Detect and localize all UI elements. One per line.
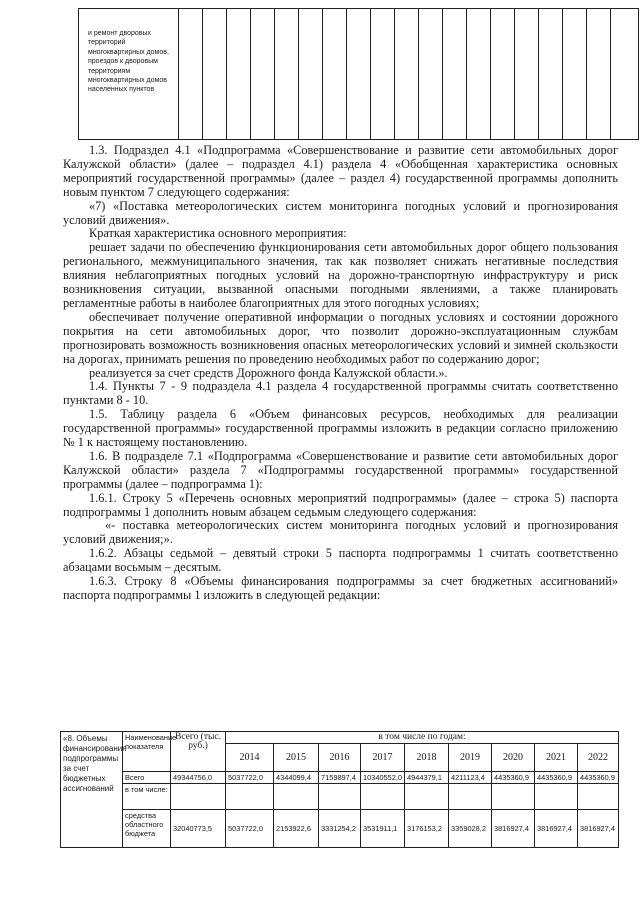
paragraph-funding-source: реализуется за счет средств Дорожного фонда Калужской области.». bbox=[89, 365, 448, 380]
table-row bbox=[61, 772, 619, 784]
table-cell bbox=[323, 9, 347, 140]
table-cell bbox=[179, 9, 203, 140]
year-header: 2018 bbox=[405, 744, 449, 772]
table-cell bbox=[467, 9, 491, 140]
paragraph-1-6-2: 1.6.2. Абзацы седьмой – девятый строки 5 паспорта подпрограммы 1 считать соответственно абзацами восьмым – десятым. bbox=[63, 546, 618, 575]
cell-value: 4344099,4 bbox=[274, 772, 319, 784]
cell-total: 32040773,5 bbox=[171, 810, 226, 848]
cell-value bbox=[319, 784, 361, 810]
cell-value: 3359028,2 bbox=[449, 810, 492, 848]
cell-value: 3816927,4 bbox=[578, 810, 619, 848]
row-name-regional-budget: средства областного бюджета bbox=[123, 810, 171, 848]
cell-value bbox=[578, 784, 619, 810]
cell-value bbox=[226, 784, 274, 810]
document-body bbox=[63, 144, 618, 603]
cell-value bbox=[405, 784, 449, 810]
table-cell bbox=[443, 9, 467, 140]
cell-total bbox=[171, 784, 226, 810]
paragraph-item-7: «7) «Поставка метеорологических систем мониторинга погодных условий и прогнозирования условий движения». bbox=[63, 198, 618, 227]
cell-value bbox=[361, 784, 405, 810]
paragraph-provides-info: обеспечивает получение оперативной информации о погодных условиях и состоянии дорожного покрытия на сети автомобильных дорог, что позволит дорожно-эксплуатационным службам прогнозировать возможность возникновения опасных метеорологических условий и зимней скользкости на дорогах, принимать решения по проведению необходимых работ по содержанию дорог; bbox=[63, 309, 618, 366]
cell-value: 4435360,9 bbox=[535, 772, 578, 784]
cell-value: 3816927,4 bbox=[492, 810, 535, 848]
cell-value: 7159897,4 bbox=[319, 772, 361, 784]
cell-value: 4944379,1 bbox=[405, 772, 449, 784]
table-cell bbox=[371, 9, 395, 140]
year-header: 2015 bbox=[274, 744, 319, 772]
table-cell bbox=[611, 9, 639, 140]
cell-value: 3816927,4 bbox=[535, 810, 578, 848]
table-cell bbox=[515, 9, 539, 140]
table-row bbox=[61, 784, 619, 810]
cell-value bbox=[274, 784, 319, 810]
column-header-total: Всего (тыс. руб.) bbox=[171, 732, 226, 772]
financing-table bbox=[60, 731, 619, 848]
column-header-years-group: в том числе по годам: bbox=[226, 732, 619, 744]
table-cell bbox=[227, 9, 251, 140]
paragraph-1-4: 1.4. Пункты 7 - 9 подраздела 4.1 раздела 4 государственной программы считать соответственно пунктами 8 - 10. bbox=[63, 379, 618, 408]
cell-value: 4435360,9 bbox=[578, 772, 619, 784]
table-cell bbox=[251, 9, 275, 140]
row-label: «8. Объемы финансирования подпрограммы за счет бюджетных ассигнований bbox=[61, 732, 123, 848]
table-cell-activity: и ремонт дворовых территорий многоквартирных домов, проездов к дворовым территориям многоквартирных домов населенных пунктов bbox=[79, 9, 179, 140]
paragraph-1-6: 1.6. В подразделе 7.1 «Подпрограмма «Совершенствование и развитие сети автомобильных дорог Калужской области» раздела 7 «Подпрограммы государственной программы» государственной программы (далее – подпрограмма 1): bbox=[63, 448, 618, 491]
column-header-name: Наименование показателя bbox=[123, 732, 171, 772]
table-cell bbox=[299, 9, 323, 140]
table-header-row bbox=[61, 732, 619, 744]
cell-total: 49344756,0 bbox=[171, 772, 226, 784]
cell-value: 2153922,6 bbox=[274, 810, 319, 848]
paragraph-solves-tasks: решает задачи по обеспечению функционирования сети автомобильных дорог общего пользования регионального, межмуниципального значения, так как позволяет снижать негативные последствия влияния неблагоприятных погодных условий на дорожно-транспортную инфраструктуру и риск возникновения ситуации, вызванной опасными погодными явлениями, а также планировать регламентные работы в наиболее благоприятных для этого погодных условиях; bbox=[63, 240, 618, 310]
cell-value: 5037722,0 bbox=[226, 772, 274, 784]
table-cell bbox=[539, 9, 563, 140]
paragraph-1-6-3: 1.6.3. Строку 8 «Объемы финансирования подпрограммы за счет бюджетных ассигнований» паспорта подпрограммы 1 изложить в следующей редакции: bbox=[63, 574, 618, 602]
year-header: 2017 bbox=[361, 744, 405, 772]
year-header: 2019 bbox=[449, 744, 492, 772]
cell-value bbox=[535, 784, 578, 810]
paragraph-new-abzac: «- поставка метеорологических систем мониторинга погодных условий и прогнозирования условий движения;». bbox=[63, 518, 618, 547]
cell-value: 3531911,1 bbox=[361, 810, 405, 848]
cell-value: 4435360,9 bbox=[492, 772, 535, 784]
paragraph-1-3: 1.3. Подраздел 4.1 «Подпрограмма «Совершенствование и развитие сети автомобильных дорог Калужской области» (далее – подраздел 4.1) раздела 4 «Обобщенная характеристика основных мероприятий государственной программы» (далее – раздел 4) государственной программы дополнить новым пунктом 7 следующего содержания: bbox=[63, 143, 618, 199]
year-header: 2016 bbox=[319, 744, 361, 772]
table-cell bbox=[203, 9, 227, 140]
cell-value bbox=[449, 784, 492, 810]
paragraph-1-6-1: 1.6.1. Строку 5 «Перечень основных мероприятий подпрограммы» (далее – строка 5) паспорта подпрограммы 1 дополнить новым абзацем седьмым следующего содержания: bbox=[63, 490, 618, 519]
table-cell bbox=[563, 9, 587, 140]
table-row bbox=[61, 810, 619, 848]
table-cell bbox=[491, 9, 515, 140]
year-header: 2020 bbox=[492, 744, 535, 772]
table-cell bbox=[395, 9, 419, 140]
paragraph-characteristics-heading: Краткая характеристика основного мероприятия: bbox=[89, 226, 347, 241]
year-header: 2022 bbox=[578, 744, 619, 772]
year-header: 2014 bbox=[226, 744, 274, 772]
row-name-total: Всего bbox=[123, 772, 171, 784]
table-row bbox=[79, 9, 639, 140]
year-header: 2021 bbox=[535, 744, 578, 772]
row-name-including: в том числе: bbox=[123, 784, 171, 810]
cell-value: 3176153,2 bbox=[405, 810, 449, 848]
cell-value: 10340552,0 bbox=[361, 772, 405, 784]
table-cell bbox=[347, 9, 371, 140]
table-cell bbox=[419, 9, 443, 140]
cell-value: 5037722,0 bbox=[226, 810, 274, 848]
table-cell bbox=[275, 9, 299, 140]
paragraph-1-5: 1.5. Таблицу раздела 6 «Объем финансовых ресурсов, необходимых для реализации государственной программы» государственной программы изложить в редакции согласно приложению № 1 к настоящему постановлению. bbox=[63, 407, 618, 450]
cell-value bbox=[492, 784, 535, 810]
continued-table-fragment bbox=[78, 8, 639, 140]
cell-value: 4211123,4 bbox=[449, 772, 492, 784]
cell-value: 3331254,2 bbox=[319, 810, 361, 848]
table-cell bbox=[587, 9, 611, 140]
